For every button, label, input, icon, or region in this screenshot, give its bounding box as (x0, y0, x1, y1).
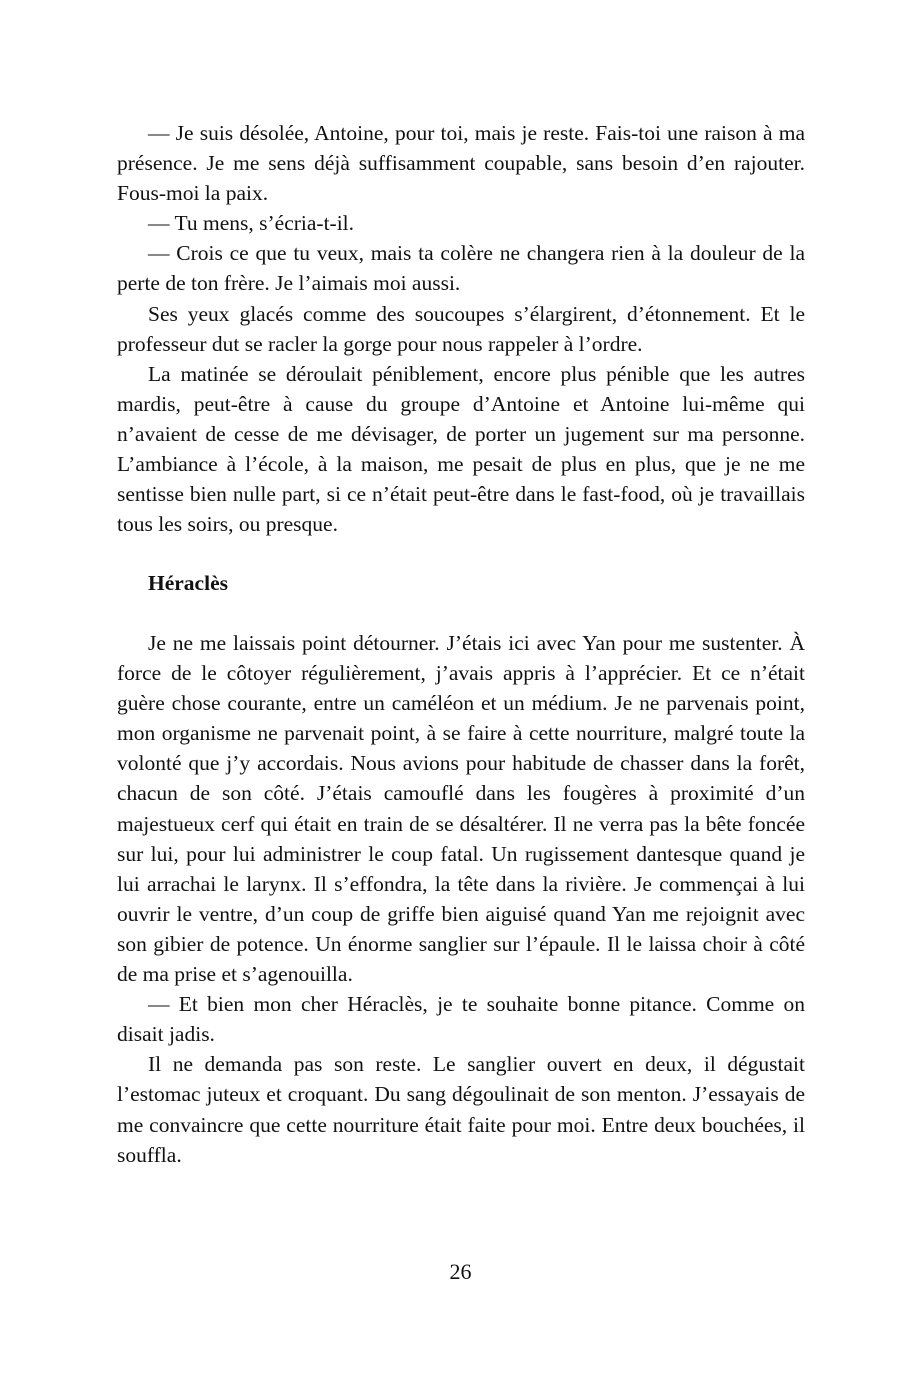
paragraph: — Et bien mon cher Héraclès, je te souhaite bonne pitance. Comme on disait jadis. (117, 992, 805, 1047)
section-heading: Héraclès (148, 571, 228, 595)
paragraph: La matinée se déroulait péniblement, encore plus pénible que les autres mardis, peut-être à cause du groupe d’Antoine et Antoine lui-même qui n’avaient de cesse de me dévisager, de porter un jugement sur ma personne. L’ambiance à l’école, à la maison, me pesait de plus en plus, que je ne me sentisse bien nulle part, si ce n’était peut-être dans le fast-food, où je travaillais tous les soirs, ou presque. (117, 361, 805, 537)
paragraph: — Crois ce que tu veux, mais ta colère ne changera rien à la douleur de la perte de ton frère. Je l’aimais moi aussi. (117, 241, 805, 296)
section-2-text (117, 628, 805, 1170)
paragraph: Je ne me laissais point détourner. J’étais ici avec Yan pour me sustenter. À force de le côtoyer régulièrement, j’avais appris à l’apprécier. Et ce n’était guère chose courante, entre un caméléon et un médium. Je ne parvenais point, mon organisme ne parvenait point, à se faire à cette nourriture, malgré toute la volonté que j’y accordais. Nous avions pour habitude de chasser dans la forêt, chacun de son côté. J’étais camouflé dans les fougères à proximité d’un majestueux cerf qui était en train de se désaltérer. Il ne verra pas la bête foncée sur lui, pour lui administrer le coup fatal. Un rugissement dantesque quand je lui arrachai le larynx. Il s’effondra, la tête dans la rivière. Je commençai à lui ouvrir le ventre, d’un coup de griffe bien aiguisé quand Yan me rejoignit avec son gibier de potence. Un énorme sanglier sur l’épaule. Il le laissa choir à côté de ma prise et s’agenouilla. (117, 631, 805, 987)
paragraph: — Je suis désolée, Antoine, pour toi, mais je reste. Fais-toi une raison à ma présence. Je me sens déjà suffisamment coupable, sans besoin d’en rajouter. Fous-moi la paix. (117, 121, 805, 206)
section-1-text (117, 118, 805, 539)
paragraph: — Tu mens, s’écria-t-il. (148, 211, 355, 236)
paragraph: Il ne demanda pas son reste. Le sanglier ouvert en deux, il dégustait l’estomac juteux et croquant. Du sang dégoulinait de son menton. J’essayais de me convaincre que cette nourriture était faite pour moi. Entre deux bouchées, il souffla. (117, 1052, 805, 1167)
paragraph: Ses yeux glacés comme des soucoupes s’élargirent, d’étonnement. Et le professeur dut se racler la gorge pour nous rappeler à l’ordre. (117, 301, 805, 356)
page-number: 26 (449, 1259, 472, 1284)
